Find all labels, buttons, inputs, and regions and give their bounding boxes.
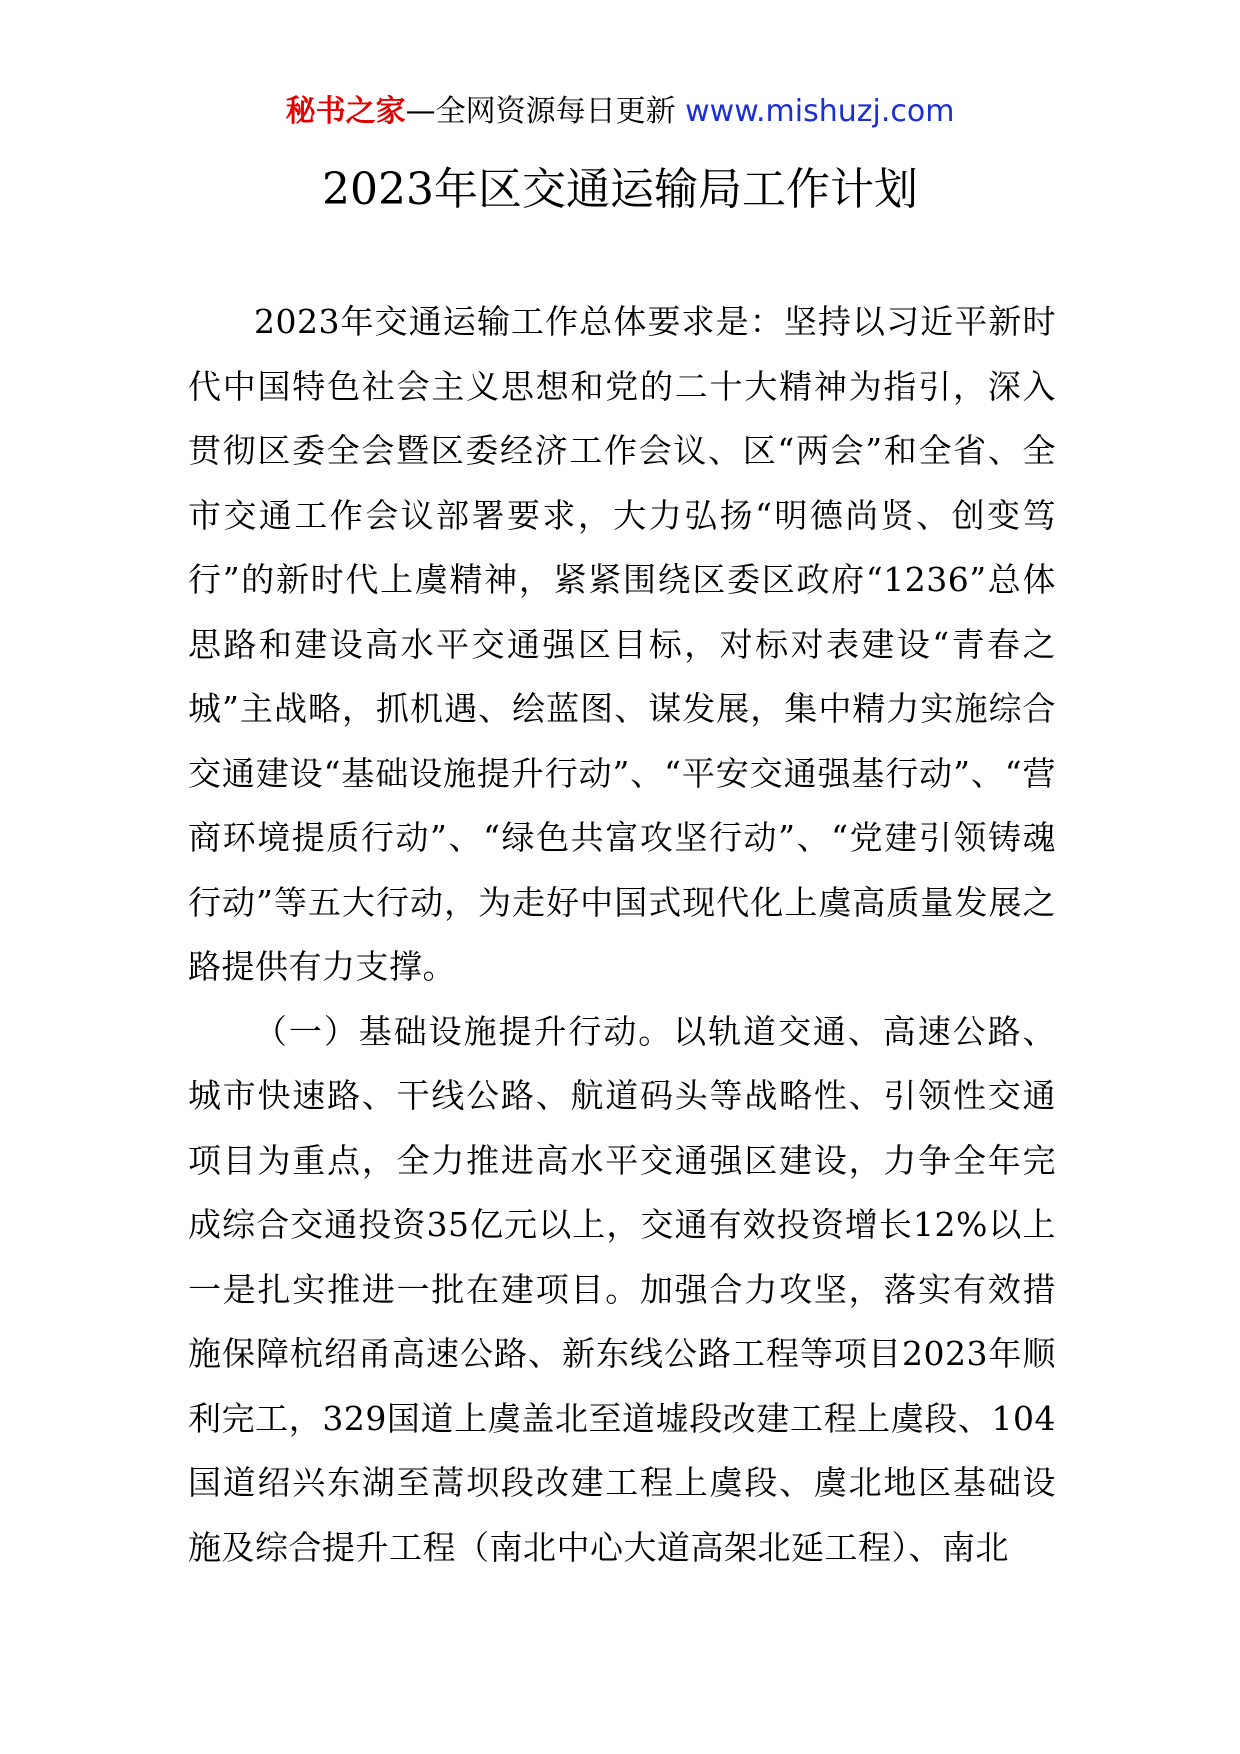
site-banner: [0, 92, 1240, 132]
site-url-link[interactable]: www.mishuzj.com: [685, 94, 955, 129]
banner-tagline: —全网资源每日更新: [405, 94, 676, 129]
paragraph-overview: 2023年交通运输工作总体要求是：坚持以习近平新时代中国特色社会主义思想和党的二十大精神为指引，深入贯彻区委全会暨区委经济工作会议、区“两会”和全省、全市交通工作会议部署要求，大力弘扬“明德尚贤、创变笃行”的新时代上虞精神，紧紧围绕区委区政府“1236”总体思路和建设高水平交通强区目标，对标对表建设“青春之城”主战略，抓机遇、绘蓝图、谋发展，集中精力实施综合交通建设“基础设施提升行动”、“平安交通强基行动”、“营商环境提质行动”、“绿色共富攻坚行动”、“党建引领铸魂行动”等五大行动，为走好中国式现代化上虞高质量发展之路提供有力支撑。: [188, 302, 1056, 986]
document-title: 2023年区交通运输局工作计划: [322, 164, 918, 215]
document-body: [188, 290, 1056, 1580]
paragraph-infrastructure: （一）基础设施提升行动。以轨道交通、高速公路、城市快速路、干线公路、航道码头等战略性、引领性交通项目为重点，全力推进高水平交通强区建设，力争全年完成综合交通投资35亿元以上，交通有效投资增长12%以上一是扎实推进一批在建项目。加强合力攻坚，落实有效措施保障杭绍甬高速公路、新东线公路工程等项目2023年顺利完工，329国道上虞盖北至道墟段改建工程上虞段、104国道绍兴东湖至蒿坝段改建工程上虞段、虞北地区基础设施及综合提升工程（南北中心大道高架北延工程）、南北: [188, 1011, 1056, 1567]
brand-name: 秘书之家: [285, 94, 406, 129]
